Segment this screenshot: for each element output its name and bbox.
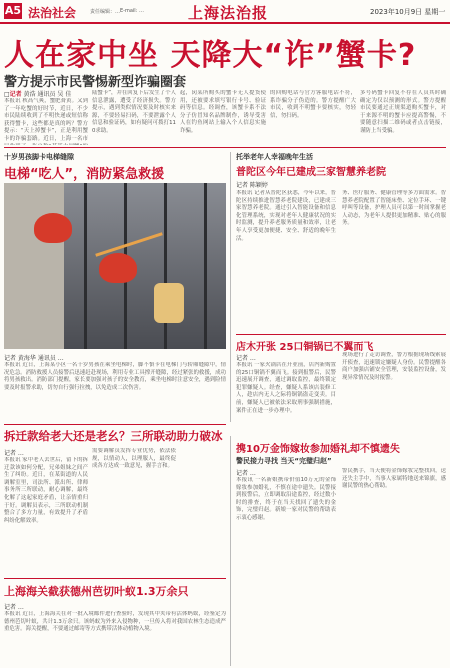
- rescue-kicker: 十岁男孩脚卡电梯缝隙: [4, 153, 74, 161]
- scam-body: 本报讯 家中老人去世后，留下的拆迁款该如何分配，兄弟姐妹之间产生了纠纷。近日，在某街道的人民调解室里，司法所、派出所、律师事务所三所联动，耐心调解，最终化解了这起家庭矛盾，让亲情重归于好。调解员表示，三所联动机制整合了多方力量，有效提升了矛盾纠纷化解效率。: [4, 457, 88, 524]
- rescue-body: 本报讯 近日，上海某小区一名十岁男孩在乘坐电梯时，脚不慎卡在电梯门与轿厢缝隙中，情况危急。消防救援人员接警后迅速赶赴现场，利用专业工具撑开缝隙，经过紧张的救援，成功将男孩救出。消防部门提醒，家长要加强对孩子的安全教育，乘坐电梯时注意安全，遇到险情要及时报警求助，切勿自行强行拉拽，以免造成二次伤害。: [4, 362, 226, 391]
- shop-body-2: 现场进行了走访调查，警方根据现场线索展开侦查，迅速锁定嫌疑人身份。民警提醒各商户加强店铺安全管理，安装监控设备，发现异常情况及时报警。: [342, 352, 446, 381]
- section-title: 法治社会: [28, 6, 77, 20]
- editor-line: 责任编辑：…: [90, 9, 121, 15]
- lead-column-2: 陆蟹卡”，并在回复下后发生了个人信息泄露，遭受了经济损失。警方提示，遇到类似情况要及时核实来源，不要轻易扫码，不要泄露个人信息和验证码，如有疑问可拨打110求助。: [92, 90, 176, 134]
- lead-headline: 人在家中坐 天降大“诈”蟹卡?: [4, 38, 417, 73]
- care-body-2: 务、医疗服务、健康管理等多方面需求。智慧养老院配置了智能床垫、定位手环、一键呼叫等设备，护理人员可以第一时间掌握老人动态，为老年人提供更加精准、贴心的服务。: [342, 190, 446, 227]
- issue-date: 2023年10月9日 星期一: [370, 8, 446, 16]
- care-title: 普陀区今年已建成三家智慧养老院: [236, 167, 386, 178]
- customs-body: 本报讯 近日，上海海关在对一批入境邮件进行查验时，发现其中夹带有活体蚂蚁，经鉴定为德州芭切叶蚁，共计1.3万余只。该蚂蚁为外来入侵物种，一旦传入将对我国农林生态造成严重危害。海关提醒，不要通过邮寄等方式携带活体动植物入境。: [4, 611, 226, 633]
- lead-byline-names: 黄浩 通讯员 吴 佳: [23, 91, 72, 98]
- column-divider: [230, 152, 231, 422]
- fraud-body-2: 警民携手，当天便将金饰嫁妆完整找回，送还失主手中，当事人家属特地送来锦旗，感谢民警的热心帮助。: [342, 468, 446, 490]
- rescue-photo: [4, 183, 226, 349]
- lead-column-4: 的回购电话与官方客服电话不符，系诈骗分子伪造的。警方提醒广大市民，收到不明蟹卡要核实，勿轻信，勿扫码。: [270, 90, 356, 119]
- lead-subhead: 警方提示市民警惕新型诈骗圈套: [4, 75, 187, 90]
- rescue-byline: 记者 黄海华 通讯员 …: [4, 355, 64, 362]
- lead-byline-label: 记者: [9, 91, 22, 98]
- divider: [236, 334, 446, 335]
- page-number-badge: A5: [4, 4, 22, 17]
- scam-body-2: 需要调解员发挥专业优势，依法依规，以情动人，以理服人，最终促成各方达成一致意见，握手言和。: [92, 448, 176, 470]
- scam-byline: 记者 …: [4, 450, 24, 457]
- fraud-title: 携10万金饰嫁妆参加婚礼却不慎遗失: [236, 444, 400, 455]
- care-body: 本报讯 记者从普陀区获悉，今年以来，普陀区持续推进智慧养老院建设，已建成三家智慧养老院。通过引入智能设备和信息化管理系统，实现对老年人健康状况的实时监测，提升养老服务质量和效率，让老年人享受更加便捷、安全、舒适的晚年生活。: [236, 190, 336, 242]
- email-line: E-mail: …: [120, 8, 144, 14]
- fraud-subtitle: 警民接力寻找 当天“完璧归赵”: [236, 457, 332, 465]
- newspaper-logo: 上海法治报: [188, 4, 269, 22]
- divider: [4, 578, 226, 579]
- fraud-body: 本报讯 一名新娘携带价值10万元的金饰嫁妆参加婚礼，不慎在途中遗失。民警接到报警后，立即调取沿途监控，经过数小时的排查，终于在当天找回了遗失的金饰，完璧归赵。新娘一家对民警的帮助表示衷心感谢。: [236, 477, 336, 521]
- lead-column-3: 起，闵某所购买的蟹卡无人提货使用，还被要求填写银行卡号、验证码等信息。经调查，该蟹卡系不法分子仿冒知名品牌制作，诱导受害人在钓鱼网站上输入个人信息实施诈骗。: [180, 90, 266, 134]
- column-divider: [230, 436, 231, 666]
- divider: [4, 424, 226, 425]
- lead-byline: □记者 黄浩 通讯员 吴 佳: [4, 91, 72, 98]
- page-header: [0, 0, 450, 24]
- lead-column-5: 多号码蟹卡回复不存在人员其时确确定为仅以预测的形式。警方提醒市民要通过正规渠道购买蟹卡，对于来源不明的蟹卡应提高警惕，不要随意扫描二维码或者点击链接，谨防上当受骗。: [360, 90, 446, 134]
- fraud-byline: 记者 …: [236, 470, 256, 477]
- shop-title: 店木开张 25口铜锅已不翼而飞: [236, 342, 374, 353]
- lead-column-1: 本报讯 秋高气爽，蟹肥膏黄。又到了一年吃蟹的好时节，近日，不少市民陆续收到了不明快递或短信称获得蟹卡，这些都是真的吗？警方提示：“天上掉蟹卡”，正是利用蟹卡的诈骗套路。近日，上海一名市: [4, 98, 88, 142]
- shop-byline: 记者 …: [236, 355, 256, 362]
- customs-byline: 记者 …: [4, 604, 24, 611]
- shop-body: 本报讯 一家火锅店在开业前，店内新购置的25口铜锅不翼而飞。接到报警后，民警迅速展开调查，通过调取监控，最终锁定犯罪嫌疑人。经查，嫌疑人系该店装修工人，趁店内无人之际将铜锅盗走变卖。目前，嫌疑人已被依法采取刑事强制措施，案件正在进一步办理中。: [236, 362, 336, 414]
- care-byline: 记者 陈颖婷: [236, 182, 268, 189]
- scam-title: 拆迁款给老大还是老幺？三所联动助力破冰: [4, 429, 223, 443]
- divider: [4, 147, 446, 148]
- rescue-title: 电梯“吃人”，消防紧急救援: [4, 167, 165, 182]
- care-kicker: 托举老年人幸福晚年生活: [236, 153, 313, 161]
- customs-title: 上海海关截获德州芭切叶蚁1.3万余只: [4, 585, 189, 598]
